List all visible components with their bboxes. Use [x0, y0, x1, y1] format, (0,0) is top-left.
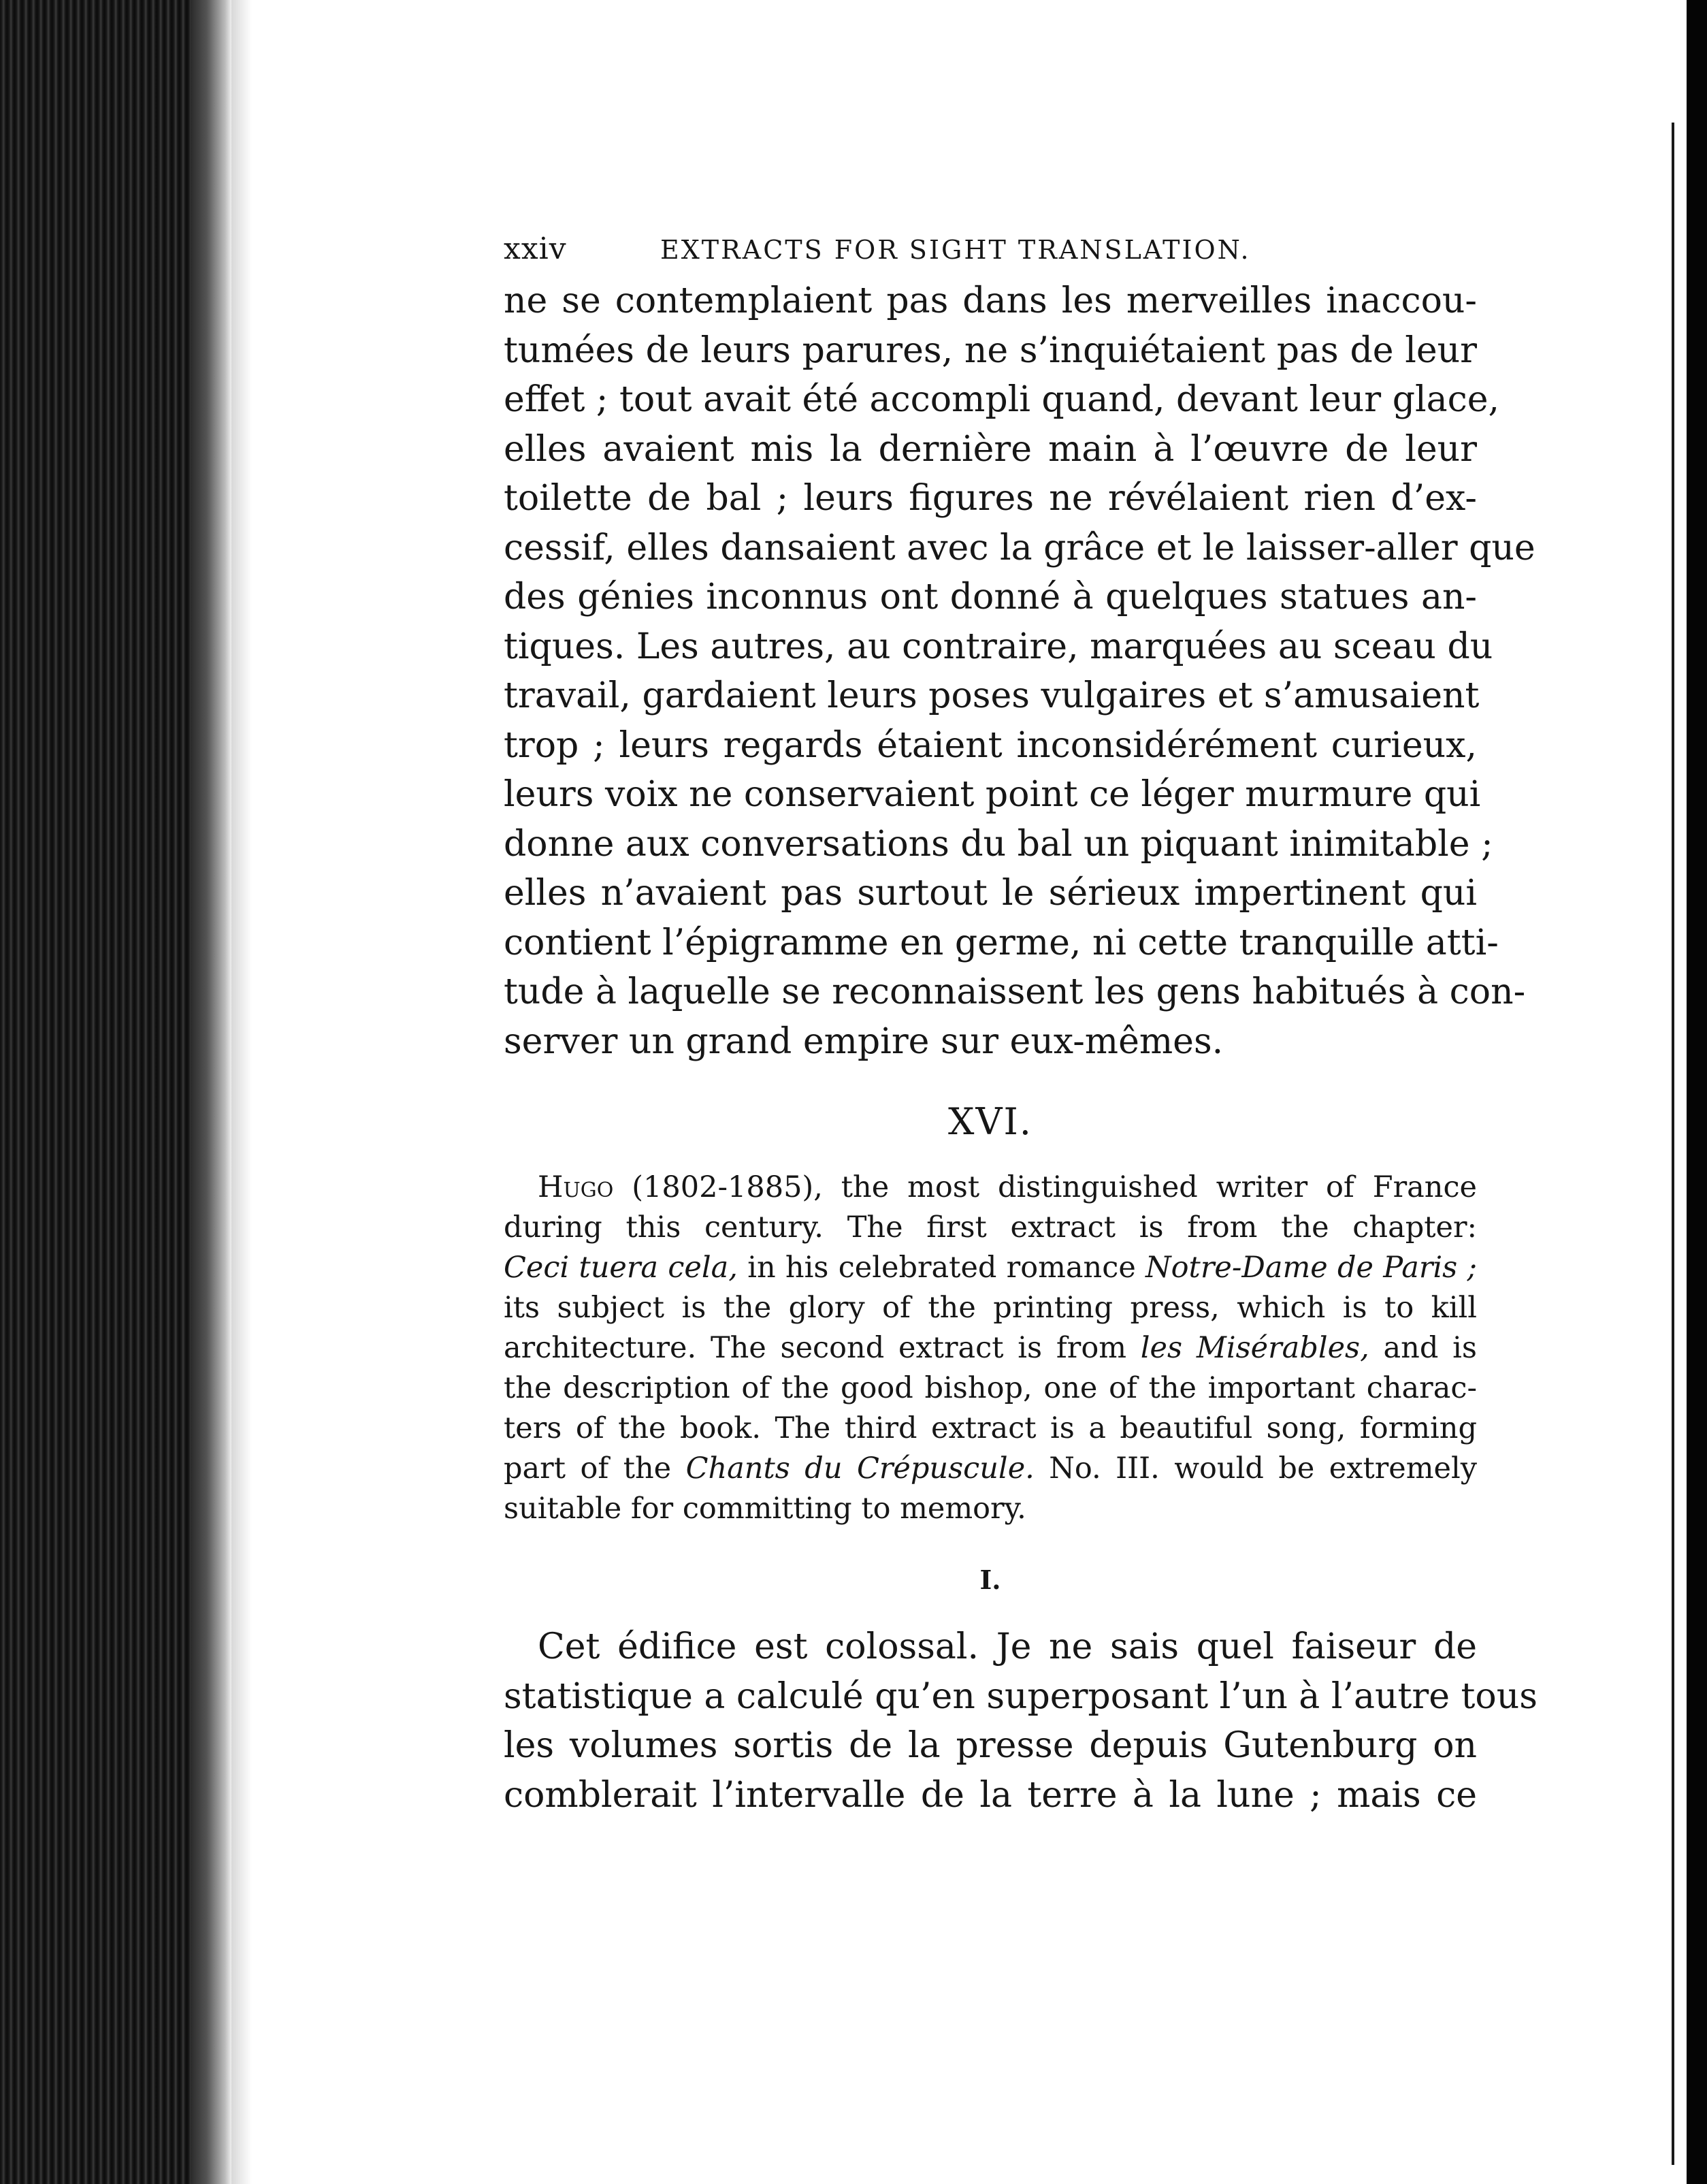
intro-line — [504, 1168, 1477, 1208]
intro-text: in his celebrated romance — [737, 1251, 1146, 1285]
text-line: server un grand empire sur eux-mêmes. — [504, 1021, 1224, 1062]
right-edge-line — [1672, 123, 1674, 2165]
intro-line — [504, 1328, 1477, 1368]
text-line: tumées de leurs parures, ne s’inquiétaient pas de leur — [504, 330, 1477, 371]
text-line: effet ; tout avait été accompli quand, devant leur glace, — [504, 379, 1500, 420]
intro-text: No. III. would be extremely — [1034, 1451, 1477, 1486]
intro-text: and is — [1369, 1331, 1477, 1365]
text-line: tude à laquelle se reconnaissent les gens habitués à con- — [504, 971, 1526, 1012]
page-gutter — [231, 0, 252, 2184]
text-line: les volumes sortis de la presse depuis Gutenburg on — [504, 1725, 1477, 1766]
text-line: travail, gardaient leurs poses vulgaires et s’amusaient — [504, 675, 1480, 716]
subsection-heading: I. — [979, 1564, 1001, 1595]
intro-line: ters of the book. The third extract is a beautiful song, forming — [504, 1411, 1477, 1445]
intro-line: its subject is the glory of the printing press, which is to kill — [504, 1291, 1477, 1325]
text-line: elles n’avaient pas surtout le sérieux impertinent qui — [504, 873, 1477, 914]
text-line: donne aux conversations du bal un piquant inimitable ; — [504, 823, 1493, 865]
page-content — [504, 231, 1538, 1820]
running-title: EXTRACTS FOR SIGHT TRANSLATION. — [660, 235, 1251, 265]
section-heading: XVI. — [948, 1100, 1033, 1143]
right-page-edge — [1687, 0, 1707, 2184]
text-line: elles avaient mis la dernière main à l’œuvre de leur — [504, 428, 1477, 470]
intro-text: (1802-1885), the most distinguished writer of France — [613, 1170, 1477, 1204]
intro-line — [504, 1449, 1477, 1489]
text-line: tiques. Les autres, au contraire, marquées au sceau du — [504, 626, 1493, 667]
intro-text: part of the — [504, 1451, 686, 1486]
work-title: Notre-Dame de Paris ; — [1145, 1251, 1477, 1285]
text-line: ne se contemplaient pas dans les merveilles inaccou- — [504, 280, 1477, 321]
text-line: leurs voix ne conservaient point ce léger murmure qui — [504, 774, 1481, 815]
intro-line — [504, 1248, 1477, 1288]
intro-line: suitable for committing to memory. — [504, 1492, 1026, 1526]
text-line: comblerait l’intervalle de la terre à la lune ; mais ce — [504, 1774, 1477, 1816]
section-intro — [504, 1168, 1477, 1529]
passage-1 — [504, 276, 1535, 1066]
text-line: statistique a calculé qu’en superposant l’un à l’autre tous — [504, 1675, 1538, 1717]
intro-line: during this century. The first extract is from the chapter: — [504, 1210, 1477, 1244]
author-name: Hugo — [538, 1170, 614, 1204]
passage-2 — [504, 1622, 1538, 1820]
running-head — [504, 231, 1477, 272]
text-line: Cet édifice est colossal. Je ne sais quel faiseur de — [538, 1626, 1477, 1667]
intro-text: architecture. The second extract is from — [504, 1331, 1141, 1365]
intro-line: the description of the good bishop, one of the important charac- — [504, 1371, 1477, 1405]
text-line: trop ; leurs regards étaient inconsidérément curieux, — [504, 724, 1477, 766]
work-title: Chants du Crépuscule. — [685, 1451, 1035, 1486]
book-edge — [0, 0, 231, 2184]
page-number: xxiv — [504, 231, 567, 266]
text-line: toilette de bal ; leurs figures ne révélaient rien d’ex- — [504, 478, 1477, 519]
work-title: Ceci tuera cela, — [504, 1251, 738, 1285]
text-line: contient l’épigramme en germe, ni cette tranquille atti- — [504, 922, 1499, 963]
text-line: cessif, elles dansaient avec la grâce et le laisser-aller que — [504, 527, 1535, 568]
work-title: les Misérables, — [1140, 1331, 1369, 1365]
text-line: des génies inconnus ont donné à quelques statues an- — [504, 577, 1477, 617]
